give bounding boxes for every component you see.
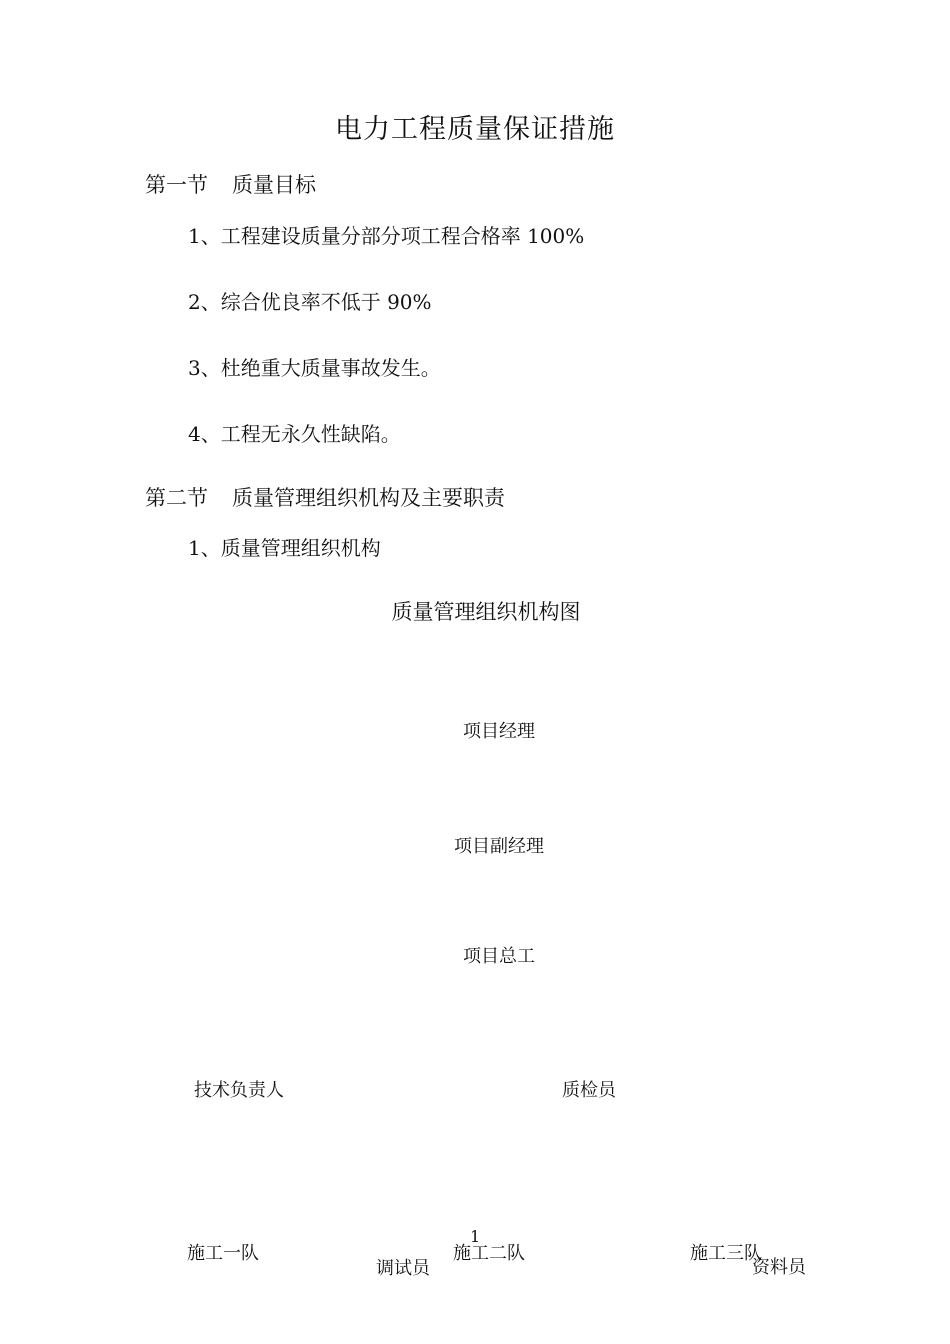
section-2-title: 质量管理组织机构及主要职责 — [232, 486, 505, 510]
org-node-technical-lead: 技术负责人 — [194, 1080, 284, 1101]
org-subsection-item: 1、质量管理组织机构 — [188, 536, 381, 560]
section-2-number: 第二节 — [145, 486, 208, 510]
org-chart-title: 质量管理组织机构图 — [391, 600, 581, 624]
section-2-heading — [145, 488, 505, 509]
document-title: 电力工程质量保证措施 — [335, 114, 615, 145]
goal-item-1: 1、工程建设质量分部分项工程合格率 100% — [188, 224, 585, 248]
goal-item-3: 3、杜绝重大质量事故发生。 — [188, 356, 441, 380]
org-node-team-1: 施工一队 — [187, 1243, 259, 1264]
org-node-archivist: 资料员 — [752, 1257, 806, 1278]
org-node-project-manager: 项目经理 — [463, 721, 535, 742]
section-1-heading — [145, 175, 316, 196]
org-node-chief-engineer: 项目总工 — [463, 946, 535, 967]
org-node-team-2: 施工二队 — [453, 1243, 525, 1264]
goal-item-2: 2、综合优良率不低于 90% — [188, 290, 432, 314]
goal-item-4: 4、工程无永久性缺陷。 — [188, 422, 401, 446]
org-node-team-3: 施工三队 — [690, 1243, 762, 1264]
org-node-quality-inspector: 质检员 — [562, 1080, 616, 1101]
org-node-deputy-manager: 项目副经理 — [454, 836, 544, 857]
page-number: 1 — [470, 1227, 481, 1246]
org-node-commissioning: 调试员 — [376, 1258, 430, 1279]
section-1-title: 质量目标 — [232, 173, 316, 197]
section-1-number: 第一节 — [145, 173, 208, 197]
